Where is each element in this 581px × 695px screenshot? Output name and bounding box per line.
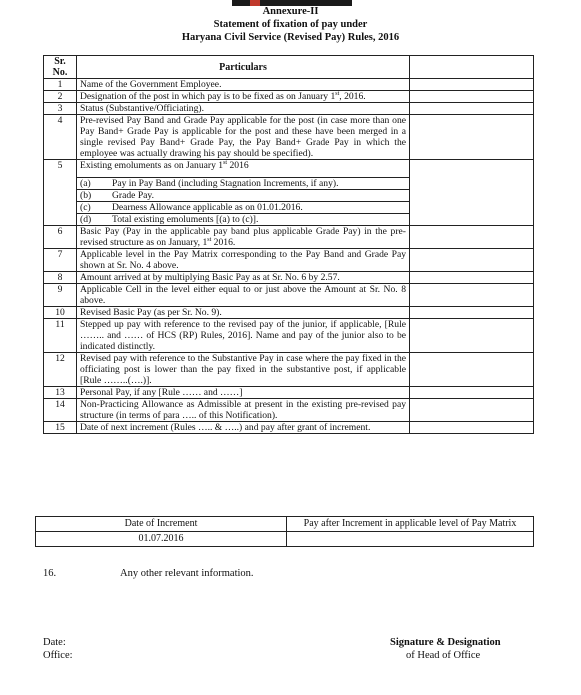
table-row (44, 272, 534, 284)
row-text: Amount arrived at by multiplying Basic Pay as at Sr. No. 6 by 2.57. (80, 272, 340, 283)
ordinal-suffix: st (223, 159, 228, 166)
row-sr-no: 6 (44, 226, 77, 249)
emolument-item (77, 202, 409, 214)
emolument-item (77, 214, 409, 225)
row-sr-no: 14 (44, 399, 77, 422)
row-sr-no: 13 (44, 387, 77, 399)
table-row (44, 79, 534, 91)
row-text: Basic Pay (Pay in the applicable pay band plus applicable Grade Pay) in the pre-revised structure as on January, 1 (80, 226, 406, 248)
increment-header-row (36, 517, 534, 532)
table-row (44, 249, 534, 272)
pay-fixation-table (43, 55, 534, 434)
table-header-row (44, 56, 534, 79)
row-particulars (77, 387, 410, 399)
rules-title: Haryana Civil Service (Revised Pay) Rules, 2016 (181, 32, 400, 43)
date-label: Date: (43, 637, 66, 648)
row-text: Personal Pay, if any [Rule …… and ……] (80, 387, 243, 398)
row-value-cell (410, 284, 534, 307)
table-row (44, 103, 534, 115)
table-row (44, 115, 534, 160)
table-row (44, 307, 534, 319)
row-text: Pre-revised Pay Band and Grade Pay applicable for the post (in case more than one Pay Band+ Grade Pay is applicable for the post and these have been merged in a single revised Pay Band+ Grade Pay, the Pay Band+ Grade Pay in which the employee was actually drawing his pay should be specified). (80, 115, 406, 159)
row-text: , 2016. (339, 91, 366, 102)
table-row (44, 284, 534, 307)
row-value-cell (410, 319, 534, 353)
row-value-cell (410, 79, 534, 91)
emolument-key: (a) (80, 178, 91, 189)
row-text: Non-Practicing Allowance as Admissible at present in the existing pre-revised pay structure (in terms of para ….. of this Notification). (80, 399, 406, 421)
emolument-text: Dearness Allowance applicable as on 01.01.2016. (112, 202, 303, 213)
row-text: 2016. (211, 237, 236, 248)
statement-title: Statement of fixation of pay under (213, 19, 368, 30)
date-of-increment-header: Date of Increment (36, 517, 287, 532)
pay-after-increment-value (287, 532, 534, 547)
row-value-cell (410, 226, 534, 249)
row-text: Name of the Government Employee. (80, 79, 222, 90)
existing-emoluments-breakdown (77, 177, 409, 225)
ordinal-suffix: st (335, 90, 340, 97)
emolument-key: (d) (80, 214, 92, 225)
row-value-cell (410, 91, 534, 103)
signature-designation: Signature & Designation (390, 637, 501, 648)
emolument-text: Grade Pay. (112, 190, 155, 201)
annexure-title: Annexure-II (262, 6, 319, 17)
sr-no-header: Sr. No. (44, 56, 77, 79)
emolument-text: Total existing emoluments [(a) to (c)]. (112, 214, 259, 225)
table-row (44, 226, 534, 249)
value-header (410, 56, 534, 79)
pay-after-increment-header: Pay after Increment in applicable level of Pay Matrix (287, 517, 534, 532)
row-text: Date of next increment (Rules ….. & …..) and pay after grant of increment. (80, 422, 371, 433)
table-row (44, 399, 534, 422)
emolument-key: (c) (80, 202, 91, 213)
table-row (44, 319, 534, 353)
head-of-office: of Head of Office (406, 650, 481, 661)
row-particulars (77, 284, 410, 307)
emolument-key: (b) (80, 190, 92, 201)
row-particulars (77, 319, 410, 353)
row-text: Applicable level in the Pay Matrix corresponding to the Pay Band and Grade Pay shown at Sr. No. 4 above. (80, 249, 406, 271)
row-particulars (77, 103, 410, 115)
row-text: Applicable Cell in the level either equal to or just above the Amount at Sr. No. 8 above. (80, 284, 406, 306)
row-particulars (77, 91, 410, 103)
row-value-cell (410, 399, 534, 422)
row-text: Status (Substantive/Officiating). (80, 103, 204, 114)
row-sr-no: 10 (44, 307, 77, 319)
table-row (44, 353, 534, 387)
row-text: Revised Basic Pay (as per Sr. No. 9). (80, 307, 222, 318)
row-text: Designation of the post in which pay is to be fixed as on January 1 (80, 91, 336, 102)
row-sr-no: 4 (44, 115, 77, 160)
emolument-item (77, 178, 409, 190)
table-row (44, 422, 534, 434)
table-row (44, 387, 534, 399)
other-info-label: Any other relevant information. (120, 568, 254, 579)
row-value-cell (410, 249, 534, 272)
row-sr-no: 12 (44, 353, 77, 387)
row-value-cell (410, 272, 534, 284)
row-particulars (77, 115, 410, 160)
row-value-cell (410, 353, 534, 387)
row-particulars (77, 226, 410, 249)
row-text: Stepped up pay with reference to the revised pay of the junior, if applicable, [Rule …….. and …… of HCS (RP) Rules, 2016]. Name and pay of the junior also to be indicated distinctly. (80, 319, 406, 352)
emolument-item (77, 190, 409, 202)
row-sr-no: 9 (44, 284, 77, 307)
row-sr-no: 2 (44, 91, 77, 103)
increment-value-row (36, 532, 534, 547)
table-row (44, 91, 534, 103)
row-sr-no: 8 (44, 272, 77, 284)
row-value-cell (410, 103, 534, 115)
table-row (44, 160, 534, 226)
row-sr-no: 1 (44, 79, 77, 91)
row-sr-no: 7 (44, 249, 77, 272)
row-particulars (77, 399, 410, 422)
row-sr-no: 3 (44, 103, 77, 115)
particulars-header: Particulars (77, 56, 410, 79)
row-particulars (77, 307, 410, 319)
row-sr-no: 15 (44, 422, 77, 434)
row-particulars (77, 79, 410, 91)
row-value-cell (410, 422, 534, 434)
row-sr-no: 11 (44, 319, 77, 353)
row-sr-no: 5 (44, 160, 77, 226)
row-value-cell (410, 387, 534, 399)
row-particulars (77, 353, 410, 387)
row-text: Existing emoluments as on January 1 (80, 160, 224, 171)
row-particulars (77, 272, 410, 284)
office-label: Office: (43, 650, 73, 661)
row-value-cell (410, 115, 534, 160)
ordinal-suffix: st (207, 236, 212, 243)
emolument-text: Pay in Pay Band (including Stagnation Increments, if any). (112, 178, 339, 189)
row-particulars (77, 249, 410, 272)
row-text: 2016 (227, 160, 249, 171)
item-number-16: 16. (43, 568, 57, 579)
row-particulars (77, 422, 410, 434)
row-particulars (77, 160, 410, 226)
increment-table (35, 516, 534, 547)
increment-date: 01.07.2016 (36, 532, 287, 547)
row-value-cell (410, 307, 534, 319)
row-value-cell (410, 160, 534, 226)
row-text: Revised pay with reference to the Substantive Pay in case where the pay fixed in the officiating post is lower than the pay fixed in the substantive post, if applicable [Rule ……..(….)]. (80, 353, 406, 386)
